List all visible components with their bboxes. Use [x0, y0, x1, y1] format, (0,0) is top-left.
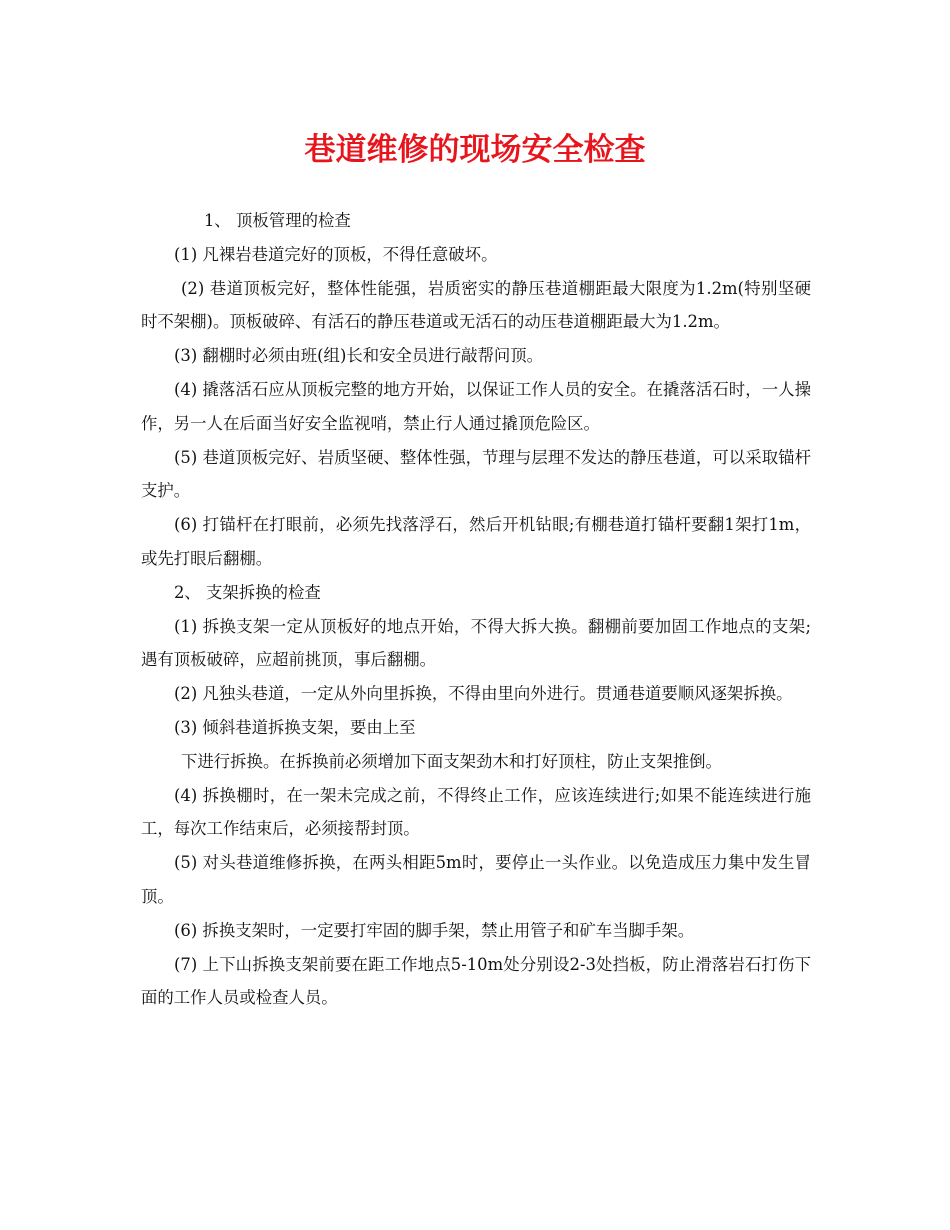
- paragraph: (7) 上下山拆换支架前要在距工作地点5-10m处分别设2-3处挡板，防止滑落岩石打伤下面的工作人员或检查人员。: [141, 954, 811, 1008]
- paragraph: 下进行拆换。在拆换前必须增加下面支架劲木和打好顶柱，防止支架推倒。: [181, 751, 722, 771]
- paragraph: (5) 巷道顶板完好、岩质坚硬、整体性强，节理与层理不发达的静压巷道，可以采取锚杆支护。: [141, 447, 811, 501]
- page-title: 巷道维修的现场安全检查: [304, 132, 646, 168]
- paragraph: (1) 凡裸岩巷道完好的顶板，不得任意破坏。: [174, 244, 498, 264]
- paragraph: (3) 倾斜巷道拆换支架，要由上至: [174, 717, 416, 737]
- document-body: [141, 204, 811, 1015]
- section-heading-support: 2、 支架拆换的检查: [174, 582, 321, 602]
- paragraph: (2) 巷道顶板完好，整体性能强，岩质密实的静压巷道棚距最大限度为1.2m(特别坚硬时不架棚)。顶板破碎、有活石的静压巷道或无活石的动压巷道棚距最大为1.2m。: [141, 278, 811, 332]
- paragraph: (1) 拆换支架一定从顶板好的地点开始，不得大拆大换。翻棚前要加固工作地点的支架;遇有顶板破碎，应超前挑顶，事后翻棚。: [141, 616, 811, 670]
- paragraph: (4) 撬落活石应从顶板完整的地方开始，以保证工作人员的安全。在撬落活石时，一人操作，另一人在后面当好安全监视哨，禁止行人通过撬顶危险区。: [141, 379, 811, 433]
- paragraph: (6) 打锚杆在打眼前，必须先找落浮石，然后开机钻眼;有棚巷道打锚杆要翻1架打1m，或先打眼后翻棚。: [141, 515, 811, 568]
- paragraph: (4) 拆换棚时，在一架未完成之前，不得终止工作，应该连续进行;如果不能连续进行施工，每次工作结束后，必须接帮封顶。: [141, 785, 811, 839]
- paragraph: (2) 凡独头巷道，一定从外向里拆换，不得由里向外进行。贯通巷道要顺风逐架拆换。: [174, 684, 793, 704]
- paragraph: (3) 翻棚时必须由班(组)长和安全员进行敲帮问顶。: [174, 346, 544, 366]
- paragraph: (6) 拆换支架时，一定要打牢固的脚手架，禁止用管子和矿车当脚手架。: [174, 920, 695, 940]
- section-heading-roof: 1、 顶板管理的检查: [204, 211, 351, 230]
- paragraph: (5) 对头巷道维修拆换，在两头相距5m时，要停止一头作业。以免造成压力集中发生冒顶。: [141, 853, 811, 906]
